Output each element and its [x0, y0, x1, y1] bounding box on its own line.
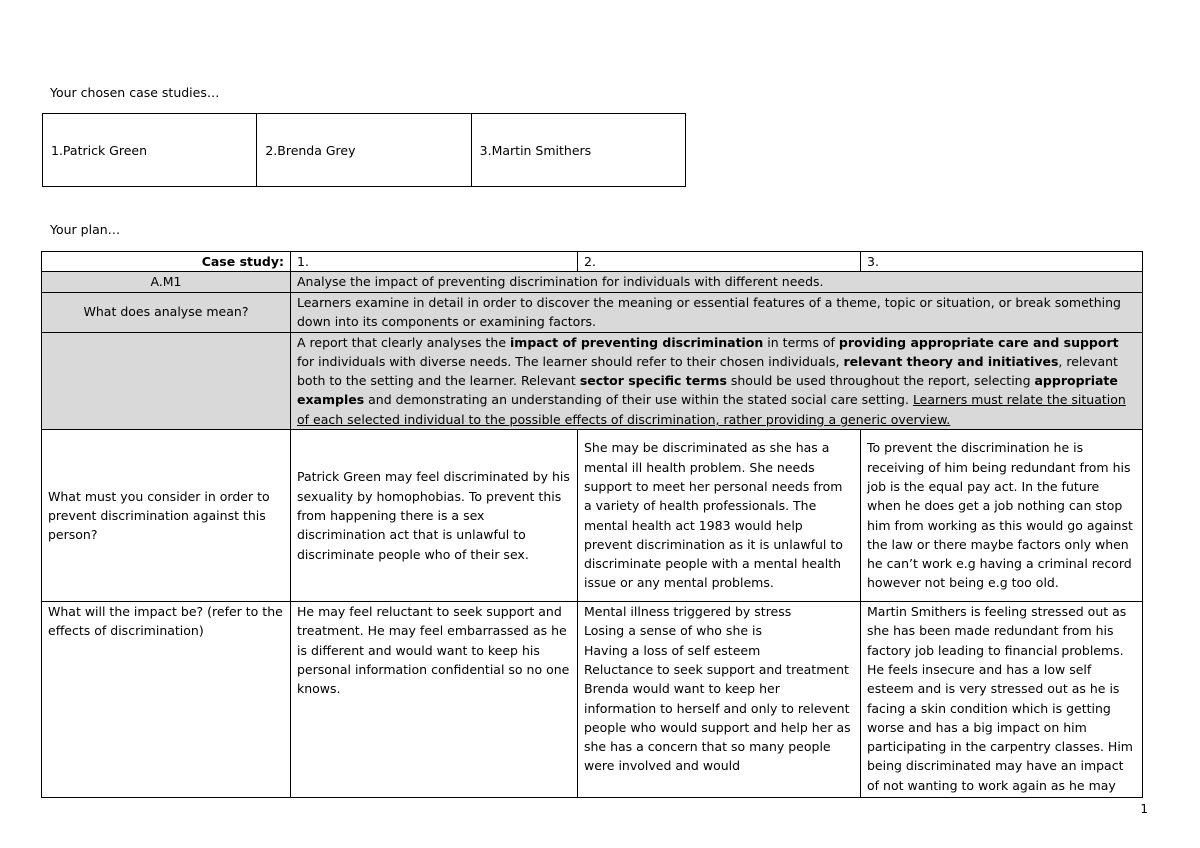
column-number-2: 2.	[578, 252, 861, 272]
impact-answer-2	[578, 602, 861, 798]
impact-line: Having a loss of self esteem	[584, 642, 761, 658]
criterion-code: A.M1	[42, 272, 291, 292]
chosen-case-studies-label: Your chosen case studies…	[50, 85, 220, 100]
impact-line: Losing a sense of who she is	[584, 623, 763, 639]
analyse-question: What does analyse mean?	[42, 292, 291, 332]
page-number: 1	[1140, 802, 1148, 816]
report-empty-cell	[42, 332, 291, 429]
consider-question: What must you consider in order to prevent discrimination against this person?	[42, 430, 291, 602]
case-study-3: 3.Martin Smithers	[471, 114, 685, 187]
impact-line: Brenda would want to keep her information to herself and only to relevent people who would support and help her as she has a concern that so many people were involved and would	[584, 681, 851, 774]
case-study-1: 1.Patrick Green	[43, 114, 257, 187]
consider-answer-3: To prevent the discrimination he is receiving of him being redundant from his job is the equal pay act. In the future when he does get a job nothing can stop him from working as this would go against the law or there maybe factors only when he can’t work e.g having a criminal record however not being e.g too old.	[861, 430, 1143, 602]
consider-answer-1: Patrick Green may feel discriminated by his sexuality by homophobias. To prevent this from happening there is a sex discrimination act that is unlawful to discriminate people who of their sex.	[291, 430, 578, 602]
impact-question: What will the impact be? (refer to the effects of discrimination)	[42, 602, 291, 798]
case-studies-table	[42, 113, 686, 187]
impact-line: Reluctance to seek support and treatment	[584, 661, 849, 677]
criterion-text: Analyse the impact of preventing discrimination for individuals with different needs.	[291, 272, 1143, 292]
case-study-header-label: Case study:	[42, 252, 291, 272]
column-number-3: 3.	[861, 252, 1143, 272]
plan-label: Your plan…	[50, 222, 121, 237]
impact-answer-1: He may feel reluctant to seek support and treatment. He may feel embarrassed as he is different and would want to keep his personal information confidential so no one knows.	[291, 602, 578, 798]
consider-answer-2: She may be discriminated as she has a mental ill health problem. She needs support to meet her personal needs from a variety of health professionals. The mental health act 1983 would help prevent discrimination as it is unlawful to discriminate people with a mental health issue or any mental problems.	[578, 430, 861, 602]
report-underlined-note: Learners must relate the situation of each selected individual to the possible effects of discrimination, rather providing a generic overview.	[297, 392, 1126, 427]
report-description: A report that clearly analyses the impact of preventing discrimination in terms of providing appropriate care and support for individuals with diverse needs. The learner should refer to their chosen individuals, relevant theory and initiatives, relevant both to the setting and the learner. Relevant sector specific terms should be used throughout the report, selecting appropriate examples and demonstrating an understanding of their use within the stated social care setting. Learners must relate the situation of each selected individual to the possible effects of discrimination, rather providing a generic overview.	[291, 332, 1143, 429]
plan-table	[41, 251, 1143, 798]
impact-answer-3: Martin Smithers is feeling stressed out as she has been made redundant from his factory job leading to financial problems. He feels insecure and has a low self esteem and is very stressed out as he is facing a skin condition which is getting worse and has a big impact on him participating in the carpentry classes. Him being discriminated may have an impact of not wanting to work again as he may	[861, 602, 1143, 798]
case-study-2: 2.Brenda Grey	[257, 114, 471, 187]
analyse-answer: Learners examine in detail in order to discover the meaning or essential features of a theme, topic or situation, or break something down into its components or examining factors.	[291, 292, 1143, 332]
impact-line: Mental illness triggered by stress	[584, 604, 792, 620]
column-number-1: 1.	[291, 252, 578, 272]
